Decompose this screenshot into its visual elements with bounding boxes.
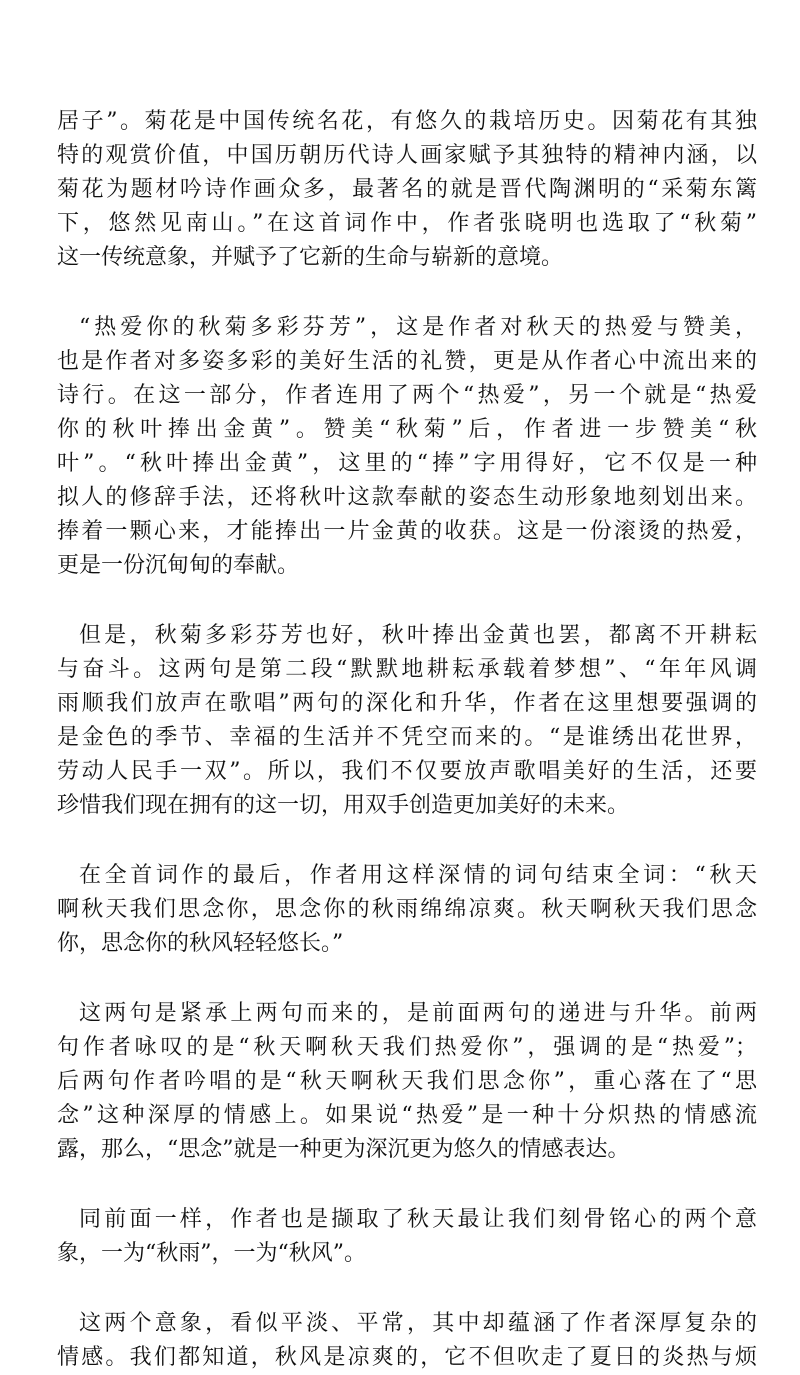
paragraph-progression xyxy=(57,997,757,1031)
text-line: 更是一份沉甸甸的奉献。 xyxy=(57,553,300,578)
text-line: 菊花为题材吟诗作画众多，最著名的就是晋代陶渊明的“采菊东篱 xyxy=(57,177,757,202)
text-line: “热爱你的秋菊多彩芬芳”，这是作者对秋天的热爱与赞美， xyxy=(79,315,757,340)
paragraph-two-images xyxy=(57,1203,757,1237)
text-line: 特的观赏价值，中国历朝历代诗人画家赋予其独特的精神内涵，以 xyxy=(57,143,757,168)
text-line: 念”这种深厚的情感上。如果说“热爱”是一种十分炽热的情感流 xyxy=(57,1103,757,1128)
text-line: 也是作者对多姿多彩的美好生活的礼赞，更是从作者心中流出来的 xyxy=(57,349,757,374)
text-line: 拟人的修辞手法，还将秋叶这款奉献的姿态生动形象地刻划出来。 xyxy=(57,485,757,510)
text-line: 这两个意象，看似平淡、平常，其中却蕴涵了作者深厚复杂的 xyxy=(79,1311,757,1336)
text-line: 同前面一样，作者也是撷取了秋天最让我们刻骨铭心的两个意 xyxy=(79,1207,757,1232)
paragraph-gap xyxy=(57,1271,757,1307)
text-line: 后两句作者吟唱的是“秋天啊秋天我们思念你”，重心落在了“思 xyxy=(57,1069,757,1094)
text-line: 露，那么，“思念”就是一种更为深沉更为悠久的情感表达。 xyxy=(57,1137,630,1162)
text-line: 珍惜我们现在拥有的这一切，用双手创造更加美好的未来。 xyxy=(57,793,630,818)
text-line: 象，一为“秋雨”，一为“秋风”。 xyxy=(57,1241,366,1266)
paragraph-hard-work xyxy=(57,619,757,653)
text-line: 在全首词作的最后，作者用这样深情的词句结束全词：“秋天 xyxy=(79,863,757,888)
text-line: 叶”。“秋叶捧出金黄”，这里的“捧”字用得好，它不仅是一种 xyxy=(57,451,757,476)
text-line: 捧着一颗心来，才能捧出一片金黄的收获。这是一份滚烫的热爱， xyxy=(57,519,757,544)
paragraph-final-verse xyxy=(57,859,757,893)
text-line: 雨顺我们放声在歌唱”两句的深化和升华，作者在这里想要强调的 xyxy=(57,691,757,716)
paragraph-final-verse-cont xyxy=(57,893,757,961)
paragraph-autumn-love-cont xyxy=(57,345,757,583)
text-line: 诗行。在这一部分，作者连用了两个“热爱”，另一个就是“热爱 xyxy=(57,383,757,408)
paragraph-gap xyxy=(57,1167,757,1203)
text-line: 居子”。菊花是中国传统名花，有悠久的栽培历史。因菊花有其独 xyxy=(57,109,757,134)
text-line: 你，思念你的秋风轻轻悠长。” xyxy=(57,931,344,956)
text-line: 但是，秋菊多彩芬芳也好，秋叶捧出金黄也罢，都离不开耕耘 xyxy=(79,623,757,648)
text-line: 句作者咏叹的是“秋天啊秋天我们热爱你”，强调的是“热爱”； xyxy=(57,1035,757,1060)
text-line: 情感。我们都知道，秋风是凉爽的，它不但吹走了夏日的炎热与烦 xyxy=(57,1345,757,1370)
paragraph-hard-work-cont xyxy=(57,653,757,823)
text-line: 下，悠然见南山。”在这首词作中，作者张晓明也选取了“秋菊” xyxy=(57,211,757,236)
paragraph-gap xyxy=(57,583,757,619)
paragraph-gap xyxy=(57,823,757,859)
text-line: 你的秋叶捧出金黄”。赞美“秋菊”后，作者进一步赞美“秋 xyxy=(57,417,757,442)
document-body xyxy=(57,105,757,1375)
paragraph-gap xyxy=(57,961,757,997)
paragraph-chrysanthemum-tradition xyxy=(57,105,757,275)
text-line: 这一传统意象，并赋予了它新的生命与崭新的意境。 xyxy=(57,245,564,270)
text-line: 与奋斗。这两句是第二段“默默地耕耘承载着梦想”、“年年风调 xyxy=(57,657,757,682)
paragraph-progression-cont xyxy=(57,1031,757,1167)
paragraph-two-images-cont xyxy=(57,1237,757,1271)
paragraph-emotion xyxy=(57,1307,757,1341)
paragraph-emotion-cont xyxy=(57,1341,757,1375)
paragraph-gap xyxy=(57,275,757,311)
text-line: 劳动人民手一双”。所以，我们不仅要放声歌唱美好的生活，还要 xyxy=(57,759,757,784)
text-line: 这两句是紧承上两句而来的，是前面两句的递进与升华。前两 xyxy=(79,1001,757,1026)
text-line: 啊秋天我们思念你，思念你的秋雨绵绵凉爽。秋天啊秋天我们思念 xyxy=(57,897,757,922)
text-line: 是金色的季节、幸福的生活并不凭空而来的。“是谁绣出花世界， xyxy=(57,725,757,750)
paragraph-autumn-love xyxy=(57,311,757,345)
